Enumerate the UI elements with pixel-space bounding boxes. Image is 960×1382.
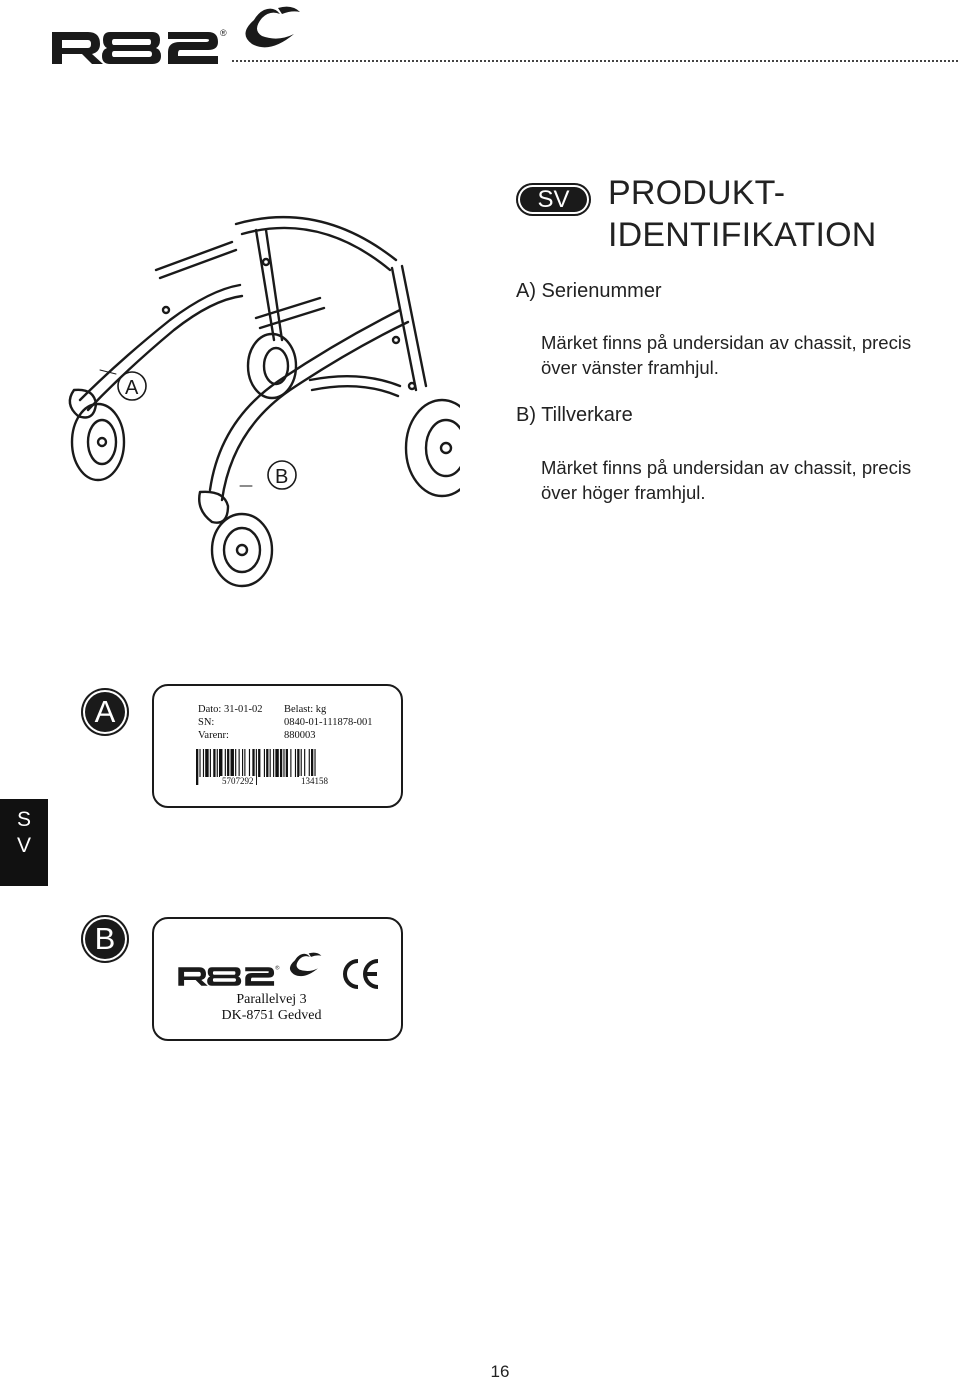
header-dotted-rule bbox=[232, 60, 958, 62]
language-side-tab bbox=[0, 799, 48, 886]
registered-mark: ® bbox=[220, 28, 227, 38]
callout-a-label: A bbox=[125, 377, 139, 399]
section-b-body-line-1: Märket finns på undersidan av chassit, precis bbox=[541, 457, 912, 478]
page-title-line-2: IDENTIFIKATION bbox=[608, 216, 877, 254]
label-a-badge: A bbox=[81, 688, 129, 736]
r82-logo-small bbox=[176, 947, 326, 991]
language-badge: SV bbox=[516, 183, 591, 216]
ce-mark-icon bbox=[340, 957, 382, 991]
callout-b-label: B bbox=[275, 466, 289, 488]
side-tab-letter-v: V bbox=[16, 834, 31, 857]
page-title-line-1: PRODUKT- bbox=[608, 174, 786, 212]
rear-wheel-left bbox=[248, 334, 296, 398]
label-b-badge: B bbox=[81, 915, 129, 963]
rear-wheel-right bbox=[406, 400, 460, 496]
side-tab-letter-s: S bbox=[16, 808, 31, 831]
label-sn-caption: SN: bbox=[198, 717, 215, 728]
r82-logo bbox=[48, 4, 308, 66]
label-load: Belast: kg bbox=[284, 704, 327, 715]
section-a-heading: A) Serienummer bbox=[516, 280, 662, 302]
section-b-body-line-2: över höger framhjul. bbox=[541, 482, 706, 503]
barcode-number-left: 5707292 bbox=[222, 776, 254, 786]
walker-illustration bbox=[60, 190, 460, 590]
section-b-heading: B) Tillverkare bbox=[516, 404, 633, 426]
serial-number-label bbox=[152, 684, 403, 808]
label-item-caption: Varenr: bbox=[198, 730, 229, 741]
address-city: DK-8751 Gedved bbox=[221, 1008, 322, 1023]
front-wheel-left bbox=[70, 390, 124, 480]
front-wheel-right bbox=[199, 492, 272, 586]
section-a-body-line-1: Märket finns på undersidan av chassit, precis bbox=[541, 332, 912, 353]
manufacturer-label bbox=[152, 917, 403, 1041]
address-street: Parallelvej 3 bbox=[236, 992, 307, 1007]
barcode-number-right: 134158 bbox=[301, 776, 328, 786]
page-number: 16 bbox=[490, 1362, 510, 1381]
section-a-body-line-2: över vänster framhjul. bbox=[541, 357, 719, 378]
registered-mark-small: ® bbox=[275, 965, 280, 972]
label-date: Dato: 31-01-02 bbox=[198, 704, 263, 715]
label-item-value: 880003 bbox=[284, 730, 316, 741]
label-sn-value: 0840-01-111878-001 bbox=[284, 717, 373, 728]
